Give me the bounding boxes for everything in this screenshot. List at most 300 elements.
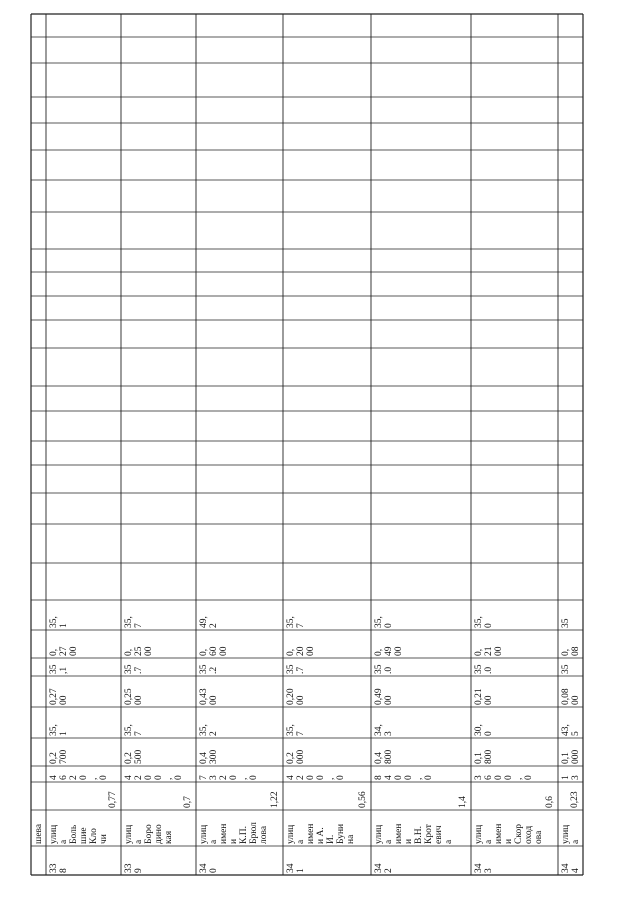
- cell-line: Скор: [514, 824, 524, 844]
- cell-line: 0: [524, 775, 534, 780]
- cell-line: 0: [316, 775, 326, 780]
- table-cell-c-c: [283, 676, 371, 707]
- cell-line: 00: [134, 695, 144, 705]
- table-cell-code: [471, 766, 558, 782]
- table-cell-num: [283, 846, 371, 875]
- cell-line: 0,: [374, 648, 384, 656]
- cell-line: 0,: [49, 648, 59, 656]
- cell-line: 34: [474, 863, 484, 873]
- rotated-text: [374, 677, 470, 705]
- cell-line: 21: [484, 646, 494, 656]
- cell-line: 0,4: [199, 752, 209, 764]
- cell-line: 33: [124, 863, 134, 873]
- table-cell-c-d: [121, 658, 196, 676]
- table-cell-c-a: [46, 738, 121, 766]
- cell-line: 5: [571, 731, 581, 736]
- cell-line: 1: [561, 775, 571, 780]
- cell-line: а: [59, 839, 69, 844]
- cell-line: 2: [69, 775, 79, 780]
- cell-line: 0: [394, 775, 404, 780]
- rotated-text: [286, 601, 370, 628]
- cell-line: шие: [79, 827, 89, 844]
- table-cell-area: [121, 782, 196, 810]
- cell-line: 2: [219, 775, 229, 780]
- table-cell-c-e: [283, 630, 371, 658]
- table-cell-c-e: [46, 630, 121, 658]
- rotated-text: [374, 708, 470, 736]
- area-value: 1,4: [458, 796, 468, 808]
- cell-line: 30,: [474, 724, 484, 736]
- cell-line: 35: [199, 664, 209, 674]
- cell-line: 0: [99, 775, 109, 780]
- cell-line: 34: [561, 863, 571, 873]
- rotated-text: [49, 631, 120, 656]
- cell-line: ,: [89, 777, 99, 780]
- area-value: 0,56: [358, 791, 368, 808]
- cell-line: оход: [524, 825, 534, 844]
- cell-line: 000: [571, 749, 581, 764]
- cell-line: имен: [306, 823, 316, 844]
- table-cell-c-b: [196, 707, 283, 738]
- cell-line: 35: [561, 618, 571, 628]
- table-cell-num: [558, 846, 583, 875]
- rotated-text: [199, 601, 282, 628]
- cell-line: 000: [296, 749, 306, 764]
- cell-line: 0,20: [286, 688, 296, 705]
- rotated-text: [124, 847, 195, 873]
- rotated-text: [183, 783, 193, 808]
- cell-line: 00: [219, 646, 229, 656]
- cell-line: ,1: [59, 666, 69, 674]
- table-cell-c-a: [196, 738, 283, 766]
- table-cell-c-a: [558, 738, 583, 766]
- table-cell-name: [283, 810, 371, 846]
- cell-line: 0: [404, 775, 414, 780]
- rotated-text: [49, 601, 120, 628]
- cell-line: 2: [134, 775, 144, 780]
- rotated-text: [286, 708, 370, 736]
- cell-line: 27: [59, 646, 69, 656]
- cell-line: 6: [484, 775, 494, 780]
- cell-line: 00: [69, 646, 79, 656]
- cell-line: ,: [326, 777, 336, 780]
- rotated-text: [286, 767, 370, 780]
- cell-line: В.Н.: [414, 826, 424, 844]
- rotated-text: [561, 708, 582, 736]
- cell-line: 500: [134, 749, 144, 764]
- cell-line: 35: [286, 664, 296, 674]
- cell-line: .0: [384, 666, 394, 674]
- rotated-text: [474, 767, 557, 780]
- table-cell-c-d: [558, 658, 583, 676]
- rotated-text: [474, 739, 557, 764]
- cell-line: 3: [571, 775, 581, 780]
- table-cell-c-f: [558, 600, 583, 630]
- cell-line: .2: [209, 666, 219, 674]
- table-cell-c-d: [283, 658, 371, 676]
- table-cell-num: [46, 846, 121, 875]
- table-cell-c-c: [558, 676, 583, 707]
- cell-line: 0: [154, 775, 164, 780]
- cell-line: 0,2: [124, 752, 134, 764]
- rotated-text: [124, 659, 195, 674]
- cell-line: 0,: [474, 648, 484, 656]
- rotated-text: [49, 767, 120, 780]
- cell-line: 4: [384, 775, 394, 780]
- cell-line: ,: [414, 777, 424, 780]
- table-cell-c-e: [471, 630, 558, 658]
- rotated-text: [199, 708, 282, 736]
- table-cell-c-f: [46, 600, 121, 630]
- cell-line: И.: [326, 834, 336, 844]
- rotated-text: [561, 767, 582, 780]
- cell-line: 35: [474, 664, 484, 674]
- table-cell-c-b: [558, 707, 583, 738]
- cell-line: 35,: [286, 616, 296, 628]
- rotated-text: [561, 601, 582, 628]
- cell-line: лова: [259, 825, 269, 844]
- cell-line: 2: [296, 775, 306, 780]
- table-cell-c-a: [371, 738, 471, 766]
- cell-line: Кло: [89, 828, 99, 844]
- rotated-text: [34, 811, 44, 844]
- rotated-text: [49, 708, 120, 736]
- table-cell-c-b: [121, 707, 196, 738]
- table-cell-c-d: [196, 658, 283, 676]
- cell-line: улиц: [199, 824, 209, 844]
- cell-line: 700: [59, 749, 69, 764]
- cell-line: 0: [494, 775, 504, 780]
- table-cell-num: [371, 846, 471, 875]
- cell-line: улиц: [49, 824, 59, 844]
- table-cell-name: [121, 810, 196, 846]
- cell-line: 7: [296, 623, 306, 628]
- cell-line: 800: [384, 749, 394, 764]
- rotated-text: [286, 631, 370, 656]
- cell-line: 0,1: [561, 752, 571, 764]
- cell-line: 00: [306, 646, 316, 656]
- cell-line: имен: [394, 823, 404, 844]
- cell-line: 4: [49, 775, 59, 780]
- cell-line: 35: [561, 664, 571, 674]
- header-first-cell: [31, 810, 46, 846]
- cell-line: Крот: [424, 824, 434, 844]
- cell-line: а: [209, 839, 219, 844]
- table-cell-area: [46, 782, 121, 810]
- cell-line: 35: [374, 664, 384, 674]
- cell-line: 20: [296, 646, 306, 656]
- cell-line: 0,27: [49, 688, 59, 705]
- cell-line: 0,1: [474, 752, 484, 764]
- cell-line: 35,: [124, 616, 134, 628]
- cell-line: 6: [59, 775, 69, 780]
- cell-line: 1: [59, 731, 69, 736]
- cell-line: а: [134, 839, 144, 844]
- rotated-text: [474, 847, 557, 873]
- rotated-text: [374, 631, 470, 656]
- cell-line: 35,: [124, 724, 134, 736]
- rotated-text: [286, 677, 370, 705]
- cell-line: 0: [424, 775, 434, 780]
- table-cell-c-f: [283, 600, 371, 630]
- cell-line: 33: [49, 863, 59, 873]
- cell-line: 0,43: [199, 688, 209, 705]
- rotated-text: [374, 601, 470, 628]
- table-cell-c-f: [121, 600, 196, 630]
- cell-line: а: [444, 839, 454, 844]
- rotated-text: [124, 677, 195, 705]
- cell-line: 0: [79, 775, 89, 780]
- cell-line: ,: [514, 777, 524, 780]
- cell-line: 35,: [199, 724, 209, 736]
- cell-line: 00: [571, 695, 581, 705]
- cell-line: улиц: [474, 824, 484, 844]
- rotated-text: [199, 767, 282, 780]
- table-cell-name: [46, 810, 121, 846]
- rotated-text: [474, 601, 557, 628]
- table-cell-c-e: [121, 630, 196, 658]
- cell-line: 0: [174, 775, 184, 780]
- table-cell-name: [558, 810, 583, 846]
- rotated-text: [199, 739, 282, 764]
- cell-line: 7: [134, 731, 144, 736]
- cell-line: на: [346, 834, 356, 844]
- cell-line: 35: [49, 664, 59, 674]
- rotated-text: [124, 601, 195, 628]
- cell-line: 3: [474, 775, 484, 780]
- cell-line: 0,49: [374, 688, 384, 705]
- table-cell-c-f: [371, 600, 471, 630]
- table-cell-area: [371, 782, 471, 810]
- rotated-text: [108, 783, 118, 808]
- table-cell-c-e: [196, 630, 283, 658]
- cell-line: 35,: [374, 616, 384, 628]
- cell-line: 0: [306, 775, 316, 780]
- cell-line: 49: [384, 646, 394, 656]
- cell-line: 34: [286, 863, 296, 873]
- cell-line: 2: [384, 868, 394, 873]
- table-cell-area: [471, 782, 558, 810]
- rotated-text: [49, 847, 120, 873]
- rotated-text: [374, 659, 470, 674]
- cell-line: 0: [209, 868, 219, 873]
- cell-line: и: [504, 838, 514, 844]
- cell-line: 00: [296, 695, 306, 705]
- area-value: 0,6: [545, 796, 555, 808]
- rotated-text: [374, 739, 470, 764]
- cell-line: 0: [229, 775, 239, 780]
- table-cell-area: [196, 782, 283, 810]
- cell-line: 8: [374, 775, 384, 780]
- rotated-text: [474, 811, 557, 844]
- cell-line: 4: [571, 868, 581, 873]
- cell-line: Буни: [336, 823, 346, 844]
- table-cell-c-b: [371, 707, 471, 738]
- table-cell-c-c: [371, 676, 471, 707]
- cell-line: а: [571, 839, 581, 844]
- cell-line: 0,: [561, 648, 571, 656]
- cell-line: 0: [336, 775, 346, 780]
- table-cell-c-a: [471, 738, 558, 766]
- cell-line: ,: [164, 777, 174, 780]
- table-cell-c-d: [471, 658, 558, 676]
- rotated-text: [124, 739, 195, 764]
- cell-line: 800: [484, 749, 494, 764]
- cell-line: 0,: [286, 648, 296, 656]
- rotated-text: [474, 659, 557, 674]
- cell-line: кая: [164, 830, 174, 844]
- rotated-text: [124, 811, 195, 844]
- cell-line: 7: [199, 775, 209, 780]
- cell-line: 00: [394, 646, 404, 656]
- rotated-text: [124, 631, 195, 656]
- cell-line: 35,: [474, 616, 484, 628]
- area-value: 1,22: [270, 791, 280, 808]
- cell-line: имен: [494, 823, 504, 844]
- cell-line: 0,4: [374, 752, 384, 764]
- cell-line: 4: [124, 775, 134, 780]
- cell-line: 35,: [286, 724, 296, 736]
- rotated-text: [49, 739, 120, 764]
- cell-line: Брюл: [249, 822, 259, 844]
- cell-line: 0: [384, 623, 394, 628]
- cell-line: 0,: [124, 648, 134, 656]
- cell-line: 35,: [49, 616, 59, 628]
- rotated-text: [561, 677, 582, 705]
- cell-line: евич: [434, 825, 444, 844]
- cell-line: ова: [534, 830, 544, 844]
- cell-line: 34: [374, 863, 384, 873]
- cell-line: .7: [134, 666, 144, 674]
- rotated-text: [561, 631, 582, 656]
- rotated-text: [49, 811, 120, 844]
- cell-line: 0: [484, 731, 494, 736]
- rotated-text: [49, 659, 120, 674]
- cell-line: 0: [504, 775, 514, 780]
- rotated-text: [199, 811, 282, 844]
- rotated-text: [49, 677, 120, 705]
- table-cell-area: [558, 782, 583, 810]
- cell-line: 49,: [199, 616, 209, 628]
- table-cell-name: [371, 810, 471, 846]
- cell-line: имен: [219, 823, 229, 844]
- rotated-text: [374, 767, 470, 780]
- cell-line: а: [484, 839, 494, 844]
- rotated-text: [199, 677, 282, 705]
- table-cell-name: [196, 810, 283, 846]
- rotated-text: [561, 811, 582, 844]
- cell-line: Боль: [69, 824, 79, 844]
- rotated-text: [474, 631, 557, 656]
- cell-line: 1: [59, 623, 69, 628]
- rotated-text: [199, 847, 282, 873]
- cell-line: .0: [484, 666, 494, 674]
- cell-line: и А.: [316, 827, 326, 844]
- cell-line: 0,2: [286, 752, 296, 764]
- cell-line: чи: [99, 834, 109, 844]
- cell-line: 00: [494, 646, 504, 656]
- rotated-text: [545, 783, 555, 808]
- rotated-text: [270, 783, 280, 808]
- table-cell-c-a: [121, 738, 196, 766]
- table-cell-c-e: [371, 630, 471, 658]
- table-cell-c-f: [471, 600, 558, 630]
- rotated-text: [561, 659, 582, 674]
- cell-line: 00: [144, 646, 154, 656]
- rotated-text: [561, 739, 582, 764]
- cell-line: 0: [484, 623, 494, 628]
- cell-line: и: [404, 838, 414, 844]
- cell-line: а: [384, 839, 394, 844]
- cell-line: 9: [134, 868, 144, 873]
- table-cell-c-b: [283, 707, 371, 738]
- rotated-text: [286, 739, 370, 764]
- cell-line: 0: [249, 775, 259, 780]
- cell-line: 08: [571, 646, 581, 656]
- table-cell-c-d: [371, 658, 471, 676]
- table-cell-code: [196, 766, 283, 782]
- cell-line: Боро: [144, 824, 154, 844]
- table-cell-name: [471, 810, 558, 846]
- table-cell-c-f: [196, 600, 283, 630]
- cell-line: 00: [484, 695, 494, 705]
- table-cell-c-c: [46, 676, 121, 707]
- table-cell-code: [371, 766, 471, 782]
- cell-line: ,: [239, 777, 249, 780]
- cell-line: 8: [59, 868, 69, 873]
- cell-line: дино: [154, 824, 164, 844]
- rotated-text: [358, 783, 368, 808]
- table-cell-code: [283, 766, 371, 782]
- table-cell-c-c: [471, 676, 558, 707]
- cell-line: 3: [384, 731, 394, 736]
- table-cell-c-d: [46, 658, 121, 676]
- area-value: 0,77: [108, 791, 118, 808]
- cell-line: К.П.: [239, 826, 249, 844]
- cell-line: 4: [286, 775, 296, 780]
- rotated-text: [286, 847, 370, 873]
- table-cell-c-c: [121, 676, 196, 707]
- cell-line: 3: [209, 775, 219, 780]
- cell-line: 7: [134, 623, 144, 628]
- table-cell-code: [46, 766, 121, 782]
- cell-line: 35: [124, 664, 134, 674]
- cell-line: 35,: [49, 724, 59, 736]
- cell-line: 25: [134, 646, 144, 656]
- cell-line: 2: [209, 623, 219, 628]
- area-value: 0,7: [183, 796, 193, 808]
- rotated-text: [124, 708, 195, 736]
- cell-line: 0,08: [561, 688, 571, 705]
- cell-line: 2: [209, 731, 219, 736]
- rotated-text: [374, 847, 470, 873]
- area-value: 0,23: [570, 791, 580, 808]
- cell-line: 0,: [199, 648, 209, 656]
- cell-line: .7: [296, 666, 306, 674]
- table-cell-c-b: [471, 707, 558, 738]
- rotated-text: [570, 783, 580, 808]
- table-cell-c-e: [558, 630, 583, 658]
- table-cell-num: [471, 846, 558, 875]
- cell-line: улиц: [286, 824, 296, 844]
- rotated-text: [561, 847, 582, 873]
- cell-line: 1: [296, 868, 306, 873]
- rotated-text: [474, 677, 557, 705]
- rotated-text: [124, 767, 195, 780]
- rotated-text: [458, 783, 468, 808]
- cell-line: 43,: [561, 724, 571, 736]
- table-cell-area: [283, 782, 371, 810]
